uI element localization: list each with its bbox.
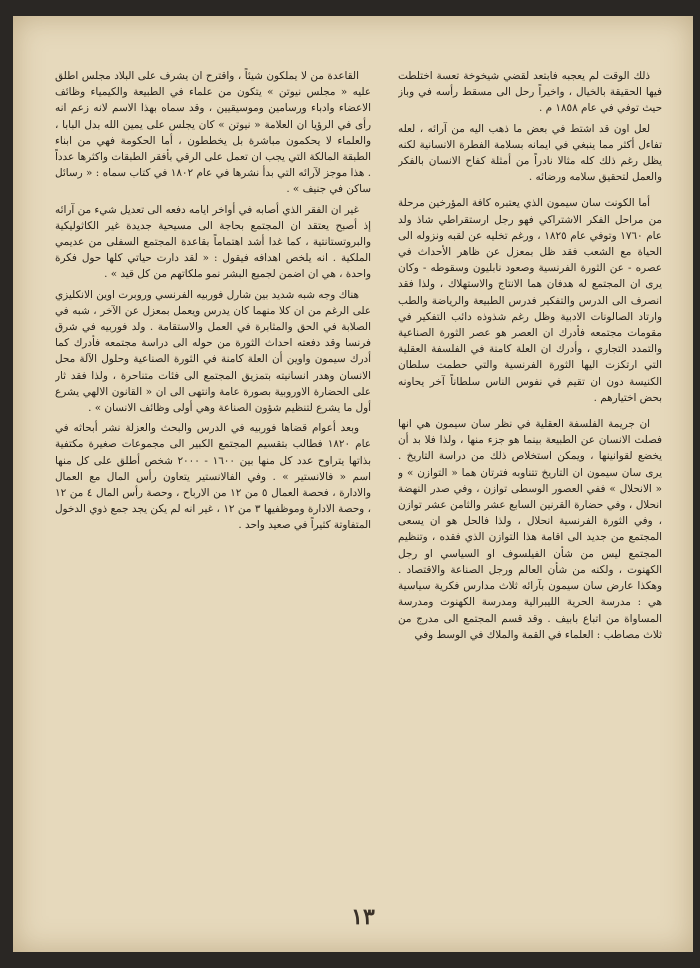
page-number: ١٣ (351, 904, 375, 930)
paragraph: أما الكونت سان سيمون الذي يعتبره كافة المؤرخين مرحلة من مراحل الفكر الاشتراكي فهو رجل ارستقراطي شاذ ولد عام ١٧٦٠ وتوفي عام ١٨٢٥ ، ورغم تخليه عن لقبه ونزوله الى الحياة مع الشعب فقد ظل بمعزل عن ظاهر الأحداث في عصره - عن الثورة الفرنسية وصعود نابليون وسقوطه - وكان يرى ان المجتمع له هدفان هما الانتاج والاستهلاك ، ولذا فقد انصرف الى الدرس والتفكير فدرس الطبيعة والرياضة والطب وارتاد الصالونات الادبية وظل رغم شذوذه دائب التفكير في مقومات مجتمعه فأدرك ان العصر هو عصر الثورة الصناعية والتمدد التجاري ، وأدرك ان العلة كامنة في الفلسفة العقلية التي ارتكزت اليها الثورة الفرنسية والتي حطمت سلطان الكنيسة دون ان تقيم في نفوس الناس سلطاناً آخر يحاونه بحض اختيارهم . (398, 197, 662, 404)
book-page (13, 16, 693, 952)
right-text-column (398, 68, 662, 908)
paragraph: وبعد أعوام قضاها فوربيه في الدرس والبحث والعزلة نشر أبحاثه في عام ١٨٢٠ فطالب بتقسيم المجتمع الكبير الى مجموعات صغيرة مكتفية بذاتها يتراوح عدد كل منها بين ١٦٠٠ - ٢٠٠٠ شخص أطلق على كل منها اسم « فالانستير » . وفي الفالانستير يتعاون رأس المال مع العمال والادارة ، فحصة العمال ٥ من ١٢ من الارباح ، وحصة رأس المال ٤ من ١٢ ، وحصة الادارة وموظفيها ٣ من ١٢ ، غير انه لم يكن يجد جمع ذوي الدخول المتفاوتة كثيراً في صعيد واحد . (55, 422, 371, 532)
paragraph: غير ان الفقر الذي أصابه في أواخر ايامه دفعه الى تعديل شيء من آرائه إذ أصبح يعتقد ان المجتمع بحاجة الى مسيحية جديدة غير الكاثوليكية والبروتستانتية ، كما غدا أشد اهتماماً بقاعدة المجتمع السفلى من عديمي الملكية . انه يلخص اهدافه فيقول : « لقد دارت حياتي كلها حول فكرة واحدة ، هي ان اضمن لجميع البشر نمو ملكاتهم من كل قيد » . (55, 203, 371, 281)
paragraph: ان جريمة الفلسفة العقلية في نظر سان سيمون هي انها فصلت الانسان عن الطبيعة بينما هو جزء منها ، ولذا فلا بد أن يخضع لقوانينها ، ويمكن استخلاص ذلك من دراسة التاريخ . يرى سان سيمون ان التاريخ تتناوبه فترتان هما « التوازن » و « الانحلال » ففي العصور الوسطى توازن ، وفي صدر النهضة انحلال ، وفي حضارة القرنين السابع عشر والثامن عشر توازن ، وفي الثورة الفرنسية انحلال ، ولذا فالحل هو ان يسعى المجتمع من جديد الى اقامة هذا التوازن الذي فقده ، وتنظيم المجتمع ليس من شأن الفيلسوف او السياسي او رجل الكهنوت ، ولكنه من شأن العالم ورجل الصناعة والاقتصاد . وهكذا عارض سان سيمون بآرائه ثلاث مدارس فكرية سياسية هي : مدرسة الحرية الليبرالية ومدرسة الكهنوت ومدرسة المساواة من اتباع بابيف . وقد قسم المجتمع الى مدرج من ثلاث مصاطب : العلماء في القمة والملاك في الوسط وفي (398, 418, 662, 641)
paragraph: هناك وجه شبه شديد بين شارل فوربيه الفرنسي وروبرت اوين الانكليزي على الرغم من ان كلا منهما كان يدرس ويعمل بمعزل عن الآخر ، شبه في الصلابة في الحق والمثابرة في العمل والاستقامة . ولد فوربيه في شرق فرنسا وقد دفعته احداث الثورة من حوله الى دراسة مجتمعه فأدرك كما أدرك سيمون واوين أن العلة كامنة في الثورة الصناعية وحلول الآلة محل الانسان وهدر انسانيته بتمزيق المجتمع الى فئات متناحرة ، ولذا فقد ثار على الحضارة الاوروبية بصورة عامة وانتهى الى ان « القانون الالهي يشرع أول ما يشرع لتنظيم شؤون الصناعة وهي أولى وظائف الانسان » . (55, 288, 371, 415)
paragraph: ذلك الوقت لم يعجبه فابتعد لقضي شيخوخة تعسة اختلطت فيها الحقيقة بالخيال ، واخيراً رحل الى مسقط رأسه في وباز حيث توفي في عام ١٨٥٨ م . (398, 70, 662, 115)
left-text-column (55, 68, 371, 908)
paragraph: لعل اون قد اشتط في بعض ما ذهب اليه من آرائه ، لعله تفاءل أكثر مما ينبغي في ايمانه بسلامة الفطرة الانسانية لكنه يظل رغم ذلك كله مثالا نادراً من أمثلة كفاح الانسان بالفكر والعمل لتحقيق سلامه ورضائه . (398, 122, 662, 184)
paragraph: القاعدة من لا يملكون شيئاً ، واقترح ان يشرف على البلاد مجلس اطلق عليه « مجلس نيوتن » يتكون من علماء في الطبيعة والكيمياء وظائف الاعضاء وادباء ورسامين وموسيقيين ، وقد سماه بهذا الاسم لانه زعم انه رأى في الرؤيا ان العلامة « نيوتن » كان يجلس على يمين الله بدل البابا ، والعلماء لا يحكمون مباشرة بل يخططون ، أما الحكومة فهي من ابناء الطبقة المالكة التي يجب ان تعمل على الرقي بأفقر الطبقات واكثرها عدداً . هذا موجز لآرائه التي بدأ نشرها في عام ١٨٠٢ في كتاب سماه : « رسائل ساكن في جنيف » . (55, 70, 371, 196)
